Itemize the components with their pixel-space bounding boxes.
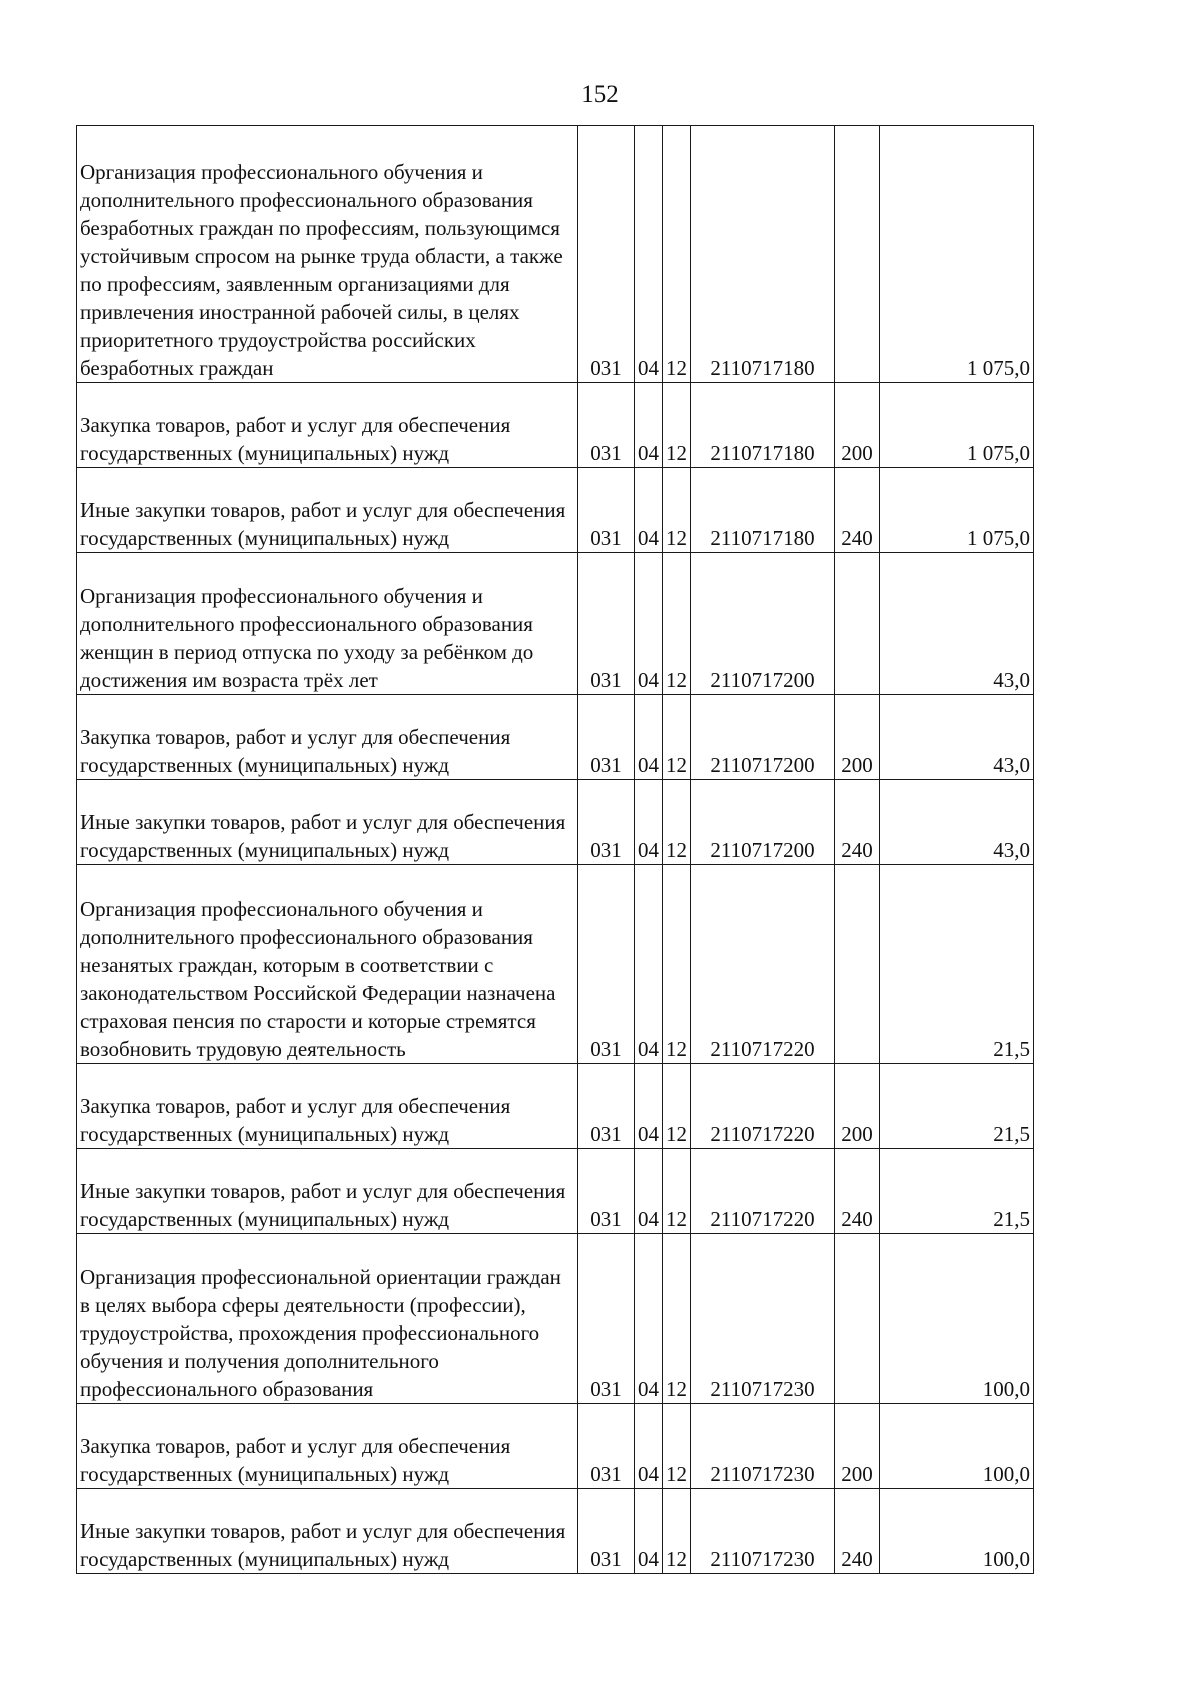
row-description: Иные закупки товаров, работ и услуг для обеспечения государственных (муниципальных) нужд [77,1489,578,1574]
cell-subsection-code: 12 [663,1149,691,1234]
cell-section-code: 04 [635,695,663,780]
cell-target-article: 2110717180 [691,383,835,468]
cell-expense-type [835,865,880,1064]
cell-expense-type: 200 [835,383,880,468]
row-description: Иные закупки товаров, работ и услуг для обеспечения государственных (муниципальных) нужд [77,468,578,553]
cell-target-article: 2110717230 [691,1234,835,1404]
table-row [77,1234,1034,1404]
cell-section-code: 04 [635,1489,663,1574]
cell-subsection-code: 12 [663,1064,691,1149]
cell-subsection-code: 12 [663,865,691,1064]
cell-target-article: 2110717220 [691,1064,835,1149]
cell-expense-type [835,1234,880,1404]
cell-subsection-code: 12 [663,383,691,468]
cell-section-code: 04 [635,1404,663,1489]
cell-subsection-code: 12 [663,1489,691,1574]
cell-subsection-code: 12 [663,553,691,695]
cell-department-code: 031 [578,126,635,383]
cell-target-article: 2110717230 [691,1489,835,1574]
cell-expense-type: 200 [835,1064,880,1149]
cell-section-code: 04 [635,553,663,695]
cell-expense-type: 200 [835,695,880,780]
cell-target-article: 2110717200 [691,695,835,780]
cell-amount: 43,0 [880,695,1034,780]
cell-expense-type: 240 [835,1149,880,1234]
cell-department-code: 031 [578,1404,635,1489]
table-row [77,126,1034,383]
page-number: 152 [581,81,619,108]
cell-amount: 1 075,0 [880,468,1034,553]
cell-department-code: 031 [578,383,635,468]
cell-target-article: 2110717200 [691,553,835,695]
cell-department-code: 031 [578,468,635,553]
cell-section-code: 04 [635,383,663,468]
cell-target-article: 2110717200 [691,780,835,865]
row-description: Организация профессионального обучения и дополнительного профессионального образования женщин в период отпуска по уходу за ребёнком до достижения им возраста трёх лет [77,553,578,695]
cell-expense-type: 200 [835,1404,880,1489]
row-description: Закупка товаров, работ и услуг для обеспечения государственных (муниципальных) нужд [77,695,578,780]
table-row [77,865,1034,1064]
table-row [77,383,1034,468]
table-row [77,553,1034,695]
cell-target-article: 2110717220 [691,865,835,1064]
cell-section-code: 04 [635,468,663,553]
cell-subsection-code: 12 [663,1234,691,1404]
table-row [77,1404,1034,1489]
cell-department-code: 031 [578,1489,635,1574]
cell-amount: 1 075,0 [880,126,1034,383]
row-description: Организация профессионального обучения и дополнительного профессионального образования безработных граждан по профессиям, пользующимся устойчивым спросом на рынке труда области, а также по профессиям, заявленным организациями для привлечения иностранной рабочей силы, в целях приоритетного трудоустройства российских безработных граждан [77,126,578,383]
cell-department-code: 031 [578,1064,635,1149]
table-row [77,695,1034,780]
cell-target-article: 2110717180 [691,468,835,553]
cell-amount: 21,5 [880,1064,1034,1149]
cell-expense-type: 240 [835,468,880,553]
cell-section-code: 04 [635,780,663,865]
cell-department-code: 031 [578,780,635,865]
table-row [77,1489,1034,1574]
cell-department-code: 031 [578,553,635,695]
cell-amount: 21,5 [880,865,1034,1064]
cell-department-code: 031 [578,1234,635,1404]
cell-section-code: 04 [635,1064,663,1149]
cell-expense-type [835,553,880,695]
table-row [77,1064,1034,1149]
cell-amount: 100,0 [880,1489,1034,1574]
cell-department-code: 031 [578,695,635,780]
cell-section-code: 04 [635,126,663,383]
cell-subsection-code: 12 [663,468,691,553]
row-description: Иные закупки товаров, работ и услуг для обеспечения государственных (муниципальных) нужд [77,780,578,865]
cell-amount: 43,0 [880,780,1034,865]
row-description: Организация профессионального обучения и дополнительного профессионального образования незанятых граждан, которым в соответствии с законодательством Российской Федерации назначена страховая пенсия по старости и которые стремятся возобновить трудовую деятельность [77,865,578,1064]
row-description: Закупка товаров, работ и услуг для обеспечения государственных (муниципальных) нужд [77,383,578,468]
cell-target-article: 2110717230 [691,1404,835,1489]
cell-amount: 100,0 [880,1404,1034,1489]
cell-subsection-code: 12 [663,1404,691,1489]
row-description: Закупка товаров, работ и услуг для обеспечения государственных (муниципальных) нужд [77,1404,578,1489]
cell-section-code: 04 [635,865,663,1064]
cell-expense-type: 240 [835,1489,880,1574]
cell-expense-type: 240 [835,780,880,865]
cell-section-code: 04 [635,1234,663,1404]
cell-target-article: 2110717220 [691,1149,835,1234]
cell-section-code: 04 [635,1149,663,1234]
cell-department-code: 031 [578,865,635,1064]
table-row [77,1149,1034,1234]
row-description: Закупка товаров, работ и услуг для обеспечения государственных (муниципальных) нужд [77,1064,578,1149]
cell-subsection-code: 12 [663,780,691,865]
table-row [77,780,1034,865]
cell-amount: 43,0 [880,553,1034,695]
cell-amount: 100,0 [880,1234,1034,1404]
cell-target-article: 2110717180 [691,126,835,383]
table-row [77,468,1034,553]
budget-table [76,125,1034,1574]
cell-subsection-code: 12 [663,126,691,383]
cell-subsection-code: 12 [663,695,691,780]
cell-expense-type [835,126,880,383]
row-description: Организация профессиональной ориентации граждан в целях выбора сферы деятельности (профессии), трудоустройства, прохождения профессионального обучения и получения дополнительного профессионального образования [77,1234,578,1404]
cell-amount: 21,5 [880,1149,1034,1234]
cell-amount: 1 075,0 [880,383,1034,468]
cell-department-code: 031 [578,1149,635,1234]
row-description: Иные закупки товаров, работ и услуг для обеспечения государственных (муниципальных) нужд [77,1149,578,1234]
